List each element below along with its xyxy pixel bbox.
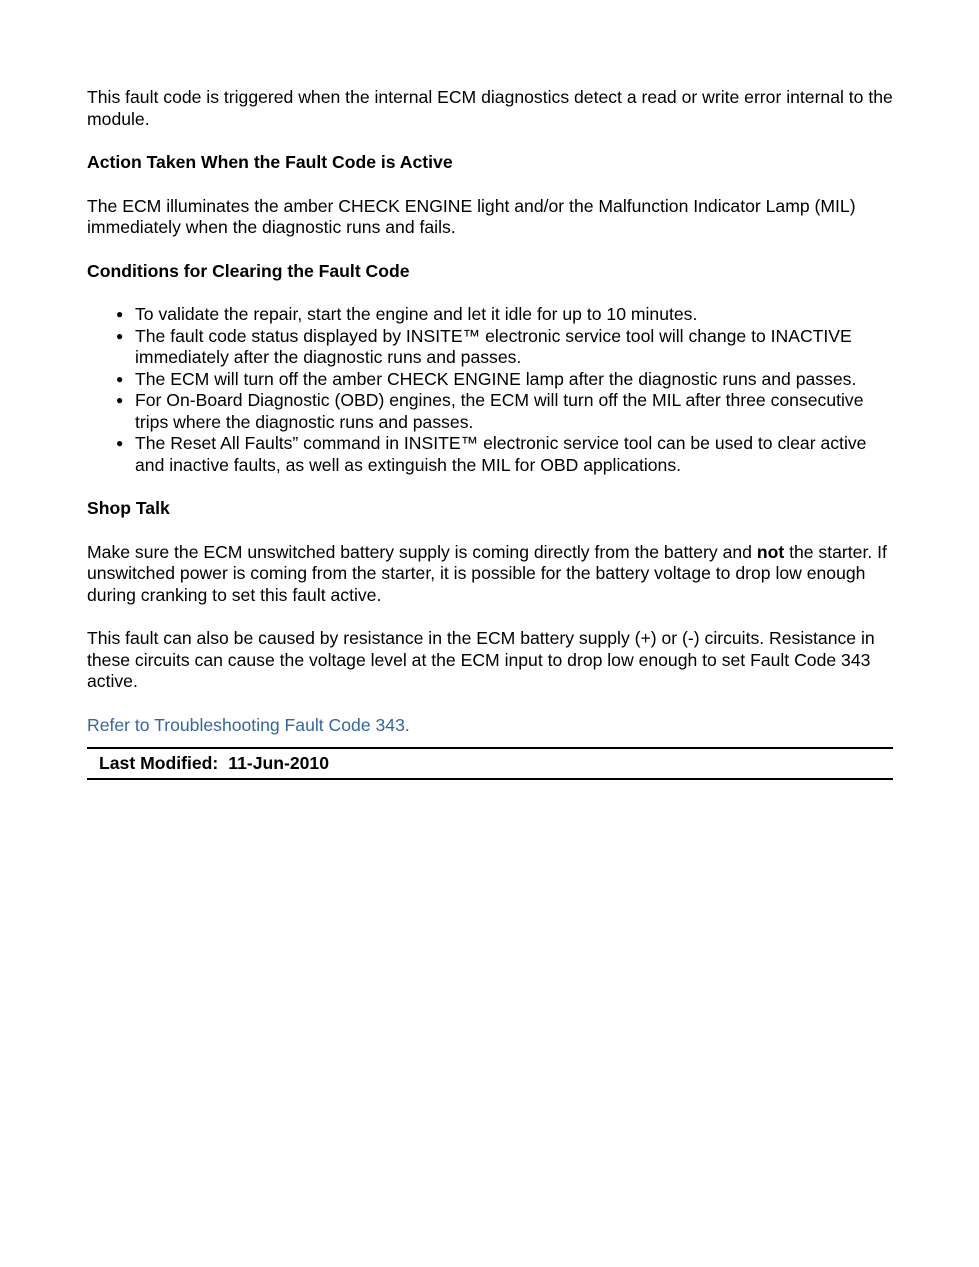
clearing-heading: Conditions for Clearing the Fault Code bbox=[87, 260, 410, 281]
shop-talk-heading: Shop Talk bbox=[87, 498, 170, 518]
list-item-text: For On-Board Diagnostic (OBD) engines, the ECM will turn off the MIL after three consecutive trips where the diagnostic runs and passes. bbox=[135, 390, 864, 432]
list-item-text: The Reset All Faults” command in INSITE™ electronic service tool can be used to clear active and inactive faults, as well as extinguish the MIL for OBD applications. bbox=[135, 433, 867, 475]
shop-talk-text: Make sure the ECM unswitched battery supply is coming directly from the battery and bbox=[87, 541, 757, 562]
shop-talk-text: the starter. If unswitched power is coming from the starter, it is possible for the battery voltage to drop low enough during cranking to set this fault active. bbox=[87, 541, 887, 605]
list-item bbox=[116, 368, 893, 391]
list-item-text: To validate the repair, start the engine and let it idle for up to 10 minutes. bbox=[135, 304, 698, 324]
list-item bbox=[116, 433, 893, 476]
footer-bar bbox=[87, 747, 893, 780]
bullet-icon: ● bbox=[116, 371, 124, 386]
bullet-icon: ● bbox=[116, 328, 124, 343]
action-paragraph: The ECM illuminates the amber CHECK ENGINE light and/or the Malfunction Indicator Lamp (MIL) immediately when the diagnostic runs and fails. bbox=[87, 195, 856, 237]
list-item bbox=[116, 390, 893, 433]
bullet-icon: ● bbox=[116, 307, 124, 321]
bullet-icon: ● bbox=[116, 393, 124, 407]
document-body bbox=[87, 87, 893, 780]
last-modified-label: Last Modified: bbox=[99, 752, 219, 773]
list-item-text: The ECM will turn off the amber CHECK ENGINE lamp after the diagnostic runs and passes. bbox=[135, 368, 857, 389]
emphasis-not: not bbox=[756, 541, 785, 562]
list-item bbox=[116, 325, 893, 369]
last-modified-date: 11-Jun-2010 bbox=[228, 752, 329, 773]
bullet-icon: ● bbox=[116, 436, 124, 450]
shop-talk-paragraph-1 bbox=[87, 542, 893, 607]
intro-paragraph: This fault code is triggered when the internal ECM diagnostics detect a read or write error internal to the module. bbox=[87, 87, 893, 129]
list-item bbox=[116, 304, 893, 326]
troubleshooting-link[interactable]: Refer to Troubleshooting Fault Code 343. bbox=[87, 714, 410, 735]
action-heading: Action Taken When the Fault Code is Active bbox=[87, 152, 453, 172]
shop-talk-paragraph-2: This fault can also be caused by resistance in the ECM battery supply (+) or (-) circuits. Resistance in these circuits can cause the voltage level at the ECM input to drop low enough to set Fault Code 343 active. bbox=[87, 628, 875, 691]
list-item-text: The fault code status displayed by INSITE™ electronic service tool will change to INACTIVE immediately after the diagnostic runs and passes. bbox=[135, 325, 852, 367]
clearing-list bbox=[87, 304, 893, 476]
